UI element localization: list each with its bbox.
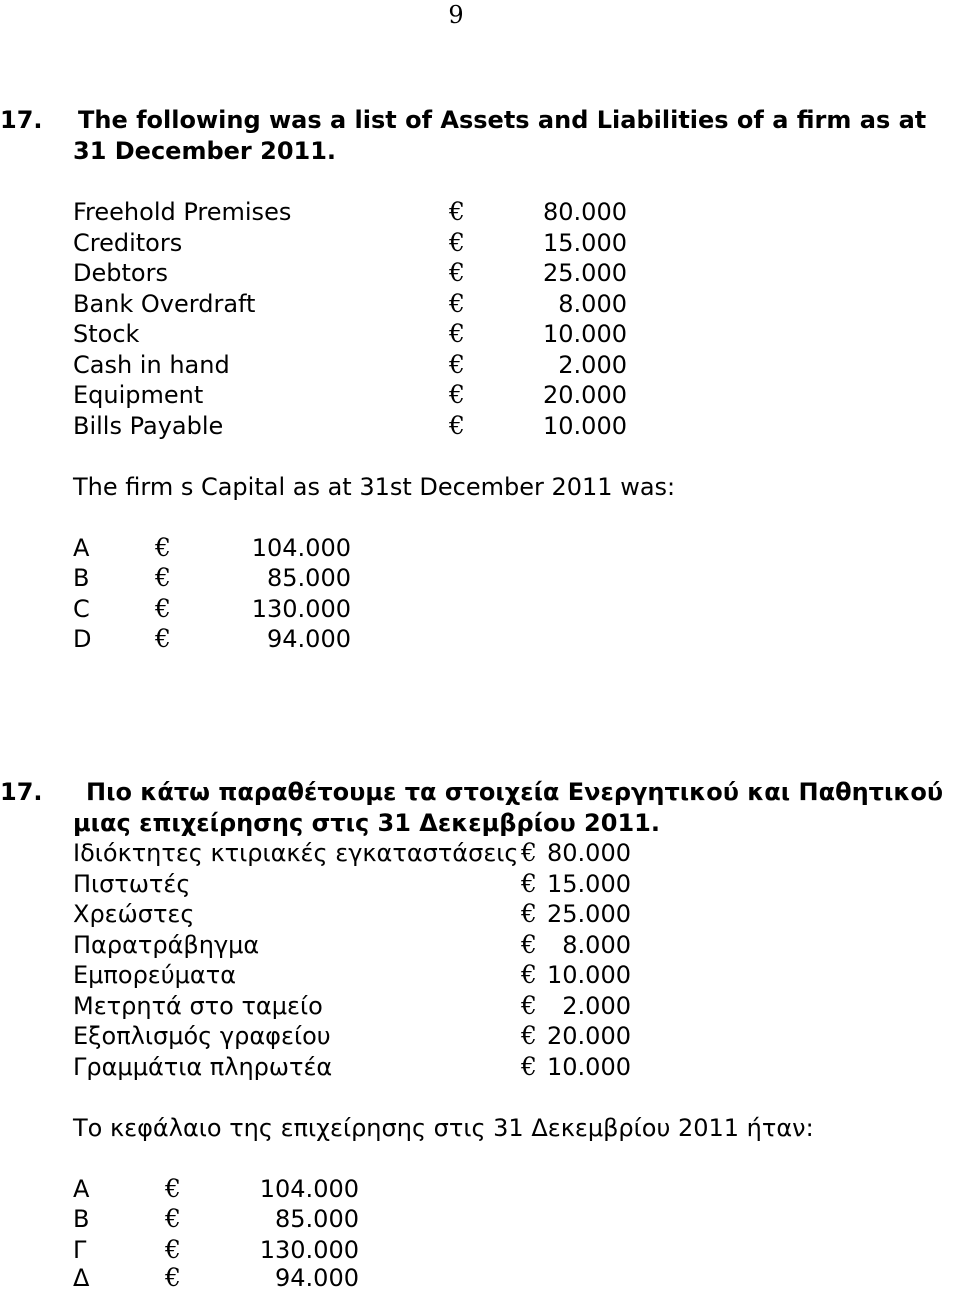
option-amount: 85.000 (267, 564, 351, 592)
item-amount: 15.000 (547, 870, 631, 898)
euro-icon: € (449, 319, 465, 348)
item-label: Debtors (73, 259, 168, 287)
euro-icon: € (165, 1235, 181, 1264)
question-prompt: Το κεφάλαιο της επιχείρησης στις 31 Δεκεμβρίου 2011 ήταν: (73, 1114, 814, 1142)
item-label: Freehold Premises (73, 198, 292, 226)
option-letter: Α (73, 1175, 90, 1203)
item-label: Stock (73, 320, 140, 348)
item-label: Εμπορεύματα (73, 961, 237, 989)
page-number: 9 (448, 1, 464, 29)
item-amount: 80.000 (543, 198, 627, 226)
euro-icon: € (521, 899, 537, 928)
euro-icon: € (521, 930, 537, 959)
option-letter: Γ (73, 1236, 87, 1264)
euro-icon: € (449, 258, 465, 287)
item-label: Cash in hand (73, 351, 230, 379)
option-amount: 94.000 (267, 625, 351, 653)
euro-icon: € (449, 411, 465, 440)
question-number: 17. (0, 106, 43, 134)
item-amount: 10.000 (543, 320, 627, 348)
option-letter: B (73, 564, 90, 592)
item-amount: 2.000 (562, 992, 631, 1020)
item-amount: 20.000 (547, 1022, 631, 1050)
option-amount: 85.000 (275, 1205, 359, 1233)
euro-icon: € (449, 380, 465, 409)
item-amount: 10.000 (543, 412, 627, 440)
euro-icon: € (155, 563, 171, 592)
euro-icon: € (449, 228, 465, 257)
item-label: Μετρητά στο ταμείο (73, 992, 323, 1020)
option-amount: 130.000 (251, 595, 351, 623)
question-title-line2: μιας επιχείρησης στις 31 Δεκεμβρίου 2011. (73, 809, 660, 837)
option-amount: 130.000 (259, 1236, 359, 1264)
euro-icon: € (521, 991, 537, 1020)
item-amount: 20.000 (543, 381, 627, 409)
option-letter: Δ (73, 1264, 90, 1292)
euro-icon: € (521, 960, 537, 989)
euro-icon: € (155, 624, 171, 653)
question-title-line2: 31 December 2011. (73, 137, 337, 165)
item-amount: 25.000 (547, 900, 631, 928)
option-amount: 104.000 (259, 1175, 359, 1203)
option-letter: A (73, 534, 90, 562)
item-amount: 8.000 (562, 931, 631, 959)
euro-icon: € (521, 869, 537, 898)
item-amount: 10.000 (547, 1053, 631, 1081)
option-letter: Β (73, 1205, 90, 1233)
item-label: Γραμμάτια πληρωτέα (73, 1053, 333, 1081)
question-prompt: The firm s Capital as at 31st December 2011 was: (73, 473, 676, 501)
item-amount: 15.000 (543, 229, 627, 257)
item-amount: 10.000 (547, 961, 631, 989)
option-letter: D (73, 625, 92, 653)
item-amount: 80.000 (547, 839, 631, 867)
item-label: Εξοπλισμός γραφείου (73, 1022, 331, 1050)
item-amount: 25.000 (543, 259, 627, 287)
euro-icon: € (449, 197, 465, 226)
euro-icon: € (521, 838, 537, 867)
euro-icon: € (449, 350, 465, 379)
euro-icon: € (155, 533, 171, 562)
item-label: Creditors (73, 229, 183, 257)
euro-icon: € (449, 289, 465, 318)
option-amount: 104.000 (251, 534, 351, 562)
item-label: Bank Overdraft (73, 290, 256, 318)
question-title-line1: The following was a list of Assets and Liabilities of a firm as at (78, 106, 927, 134)
item-amount: 2.000 (558, 351, 627, 379)
option-letter: C (73, 595, 90, 623)
question-title-line1: Πιο κάτω παραθέτουμε τα στοιχεία Ενεργητικού και Παθητικού (86, 778, 944, 806)
euro-icon: € (165, 1174, 181, 1203)
euro-icon: € (165, 1204, 181, 1233)
euro-icon: € (165, 1263, 181, 1292)
item-label: Ιδιόκτητες κτιριακές εγκαταστάσεις (73, 839, 519, 867)
item-label: Παρατράβηγμα (73, 931, 260, 959)
question-number: 17. (0, 778, 43, 806)
euro-icon: € (521, 1052, 537, 1081)
option-amount: 94.000 (275, 1264, 359, 1292)
item-label: Equipment (73, 381, 204, 409)
euro-icon: € (155, 594, 171, 623)
item-label: Χρεώστες (73, 900, 195, 928)
item-label: Bills Payable (73, 412, 224, 440)
item-amount: 8.000 (558, 290, 627, 318)
euro-icon: € (521, 1021, 537, 1050)
item-label: Πιστωτές (73, 870, 191, 898)
